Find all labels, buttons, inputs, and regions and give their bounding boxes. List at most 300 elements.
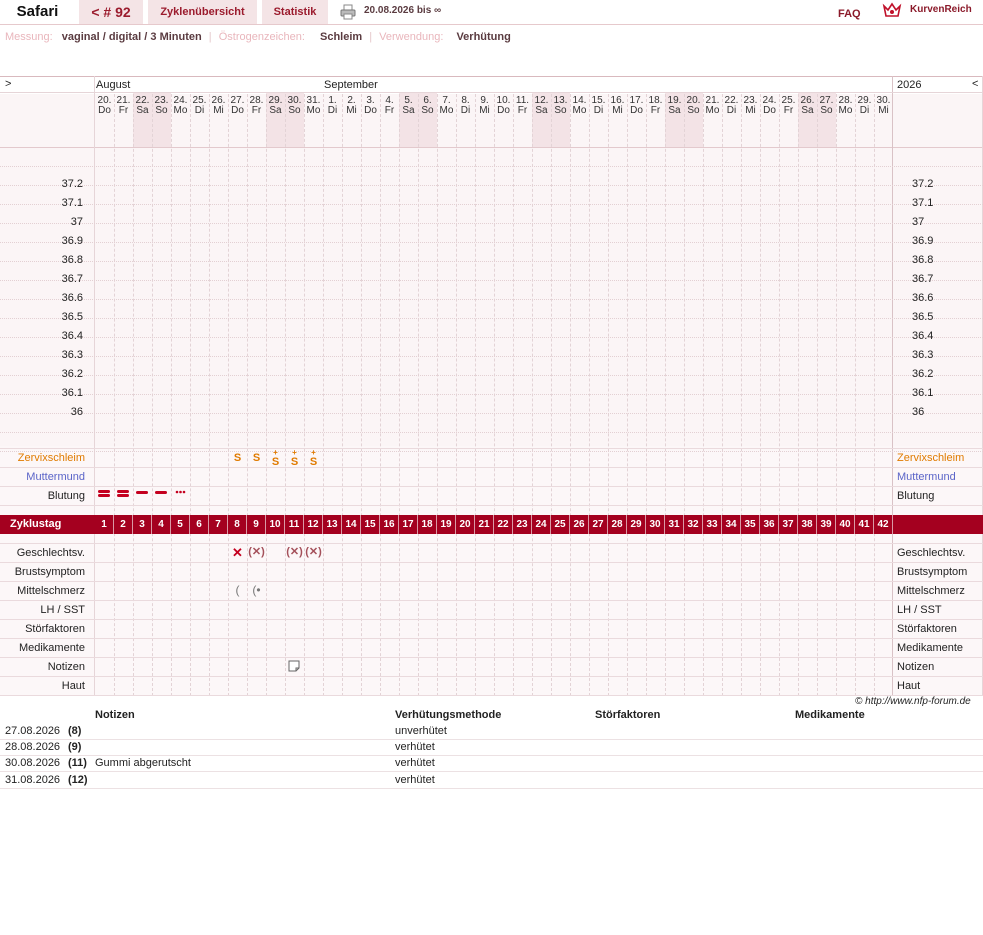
day-weekday: So xyxy=(820,105,833,116)
cycle-day-number[interactable]: 24 xyxy=(535,519,547,530)
tab-cycles-overview[interactable]: Zyklenübersicht xyxy=(148,0,257,24)
col-header-stoerfaktoren: Störfaktoren xyxy=(595,709,661,721)
day-number: 13. xyxy=(553,95,568,106)
faq-link[interactable]: FAQ xyxy=(838,8,861,20)
day-number: 28. xyxy=(249,95,264,106)
day-number: 9. xyxy=(480,95,489,106)
day-number: 23. xyxy=(154,95,169,106)
cycle-day-number[interactable]: 5 xyxy=(177,519,183,530)
row-label-geschlechtsv: Geschlechtsv. xyxy=(16,547,85,559)
day-header xyxy=(399,96,418,116)
row-label-muttermund-right: Muttermund xyxy=(897,471,956,483)
zervix-s-icon: S xyxy=(309,456,318,468)
day-number: 16. xyxy=(610,95,625,106)
cycle-day-number[interactable]: 3 xyxy=(139,519,145,530)
zyklustag-band xyxy=(0,515,983,534)
cycle-day-number[interactable]: 15 xyxy=(364,519,376,530)
cycle-day-number[interactable]: 35 xyxy=(744,519,756,530)
row-label-lh-sst-right: LH / SST xyxy=(897,604,942,616)
row-label-zervixschleim: Zervixschleim xyxy=(17,452,85,464)
day-number: 24. xyxy=(762,95,777,106)
day-number: 4. xyxy=(385,95,394,106)
row-border xyxy=(0,695,983,696)
row-label-haut-right: Haut xyxy=(897,680,921,692)
day-number: 29. xyxy=(857,95,872,106)
day-number: 25. xyxy=(781,95,796,106)
temp-label-left: 36.1 xyxy=(61,387,83,399)
row-border xyxy=(0,543,983,544)
chart-nav-prev[interactable]: > xyxy=(5,78,12,90)
mittelschmerz-mark[interactable]: ( xyxy=(235,583,240,597)
day-number: 22. xyxy=(724,95,739,106)
day-number: 31. xyxy=(306,95,321,106)
day-header xyxy=(475,96,494,116)
day-weekday: Sa xyxy=(136,105,149,116)
day-header xyxy=(494,96,513,116)
temp-label-right: 37.2 xyxy=(912,178,934,190)
cycle-day-number[interactable]: 39 xyxy=(820,519,832,530)
day-header xyxy=(798,96,817,116)
day-weekday: So xyxy=(155,105,168,116)
temp-gridline xyxy=(0,318,983,319)
day-number: 5. xyxy=(404,95,413,106)
cycle-day-number[interactable]: 32 xyxy=(687,519,699,530)
note-method: verhütet xyxy=(395,741,435,753)
day-weekday: Mi xyxy=(479,105,490,116)
cycle-day-number[interactable]: 18 xyxy=(421,519,433,530)
day-header xyxy=(285,96,304,116)
note-method: unverhütet xyxy=(395,725,447,737)
day-weekday: Do xyxy=(364,105,377,116)
day-header xyxy=(266,96,285,116)
cycle-day-number[interactable]: 40 xyxy=(839,519,851,530)
col-header-notizen: Notizen xyxy=(95,709,135,721)
cycle-day-number[interactable]: 12 xyxy=(307,519,319,530)
row-label-medikamente: Medikamente xyxy=(18,642,85,654)
temp-gridline xyxy=(0,204,983,205)
day-number: 14. xyxy=(572,95,587,106)
day-number: 29. xyxy=(268,95,283,106)
day-weekday: So xyxy=(421,105,434,116)
day-header xyxy=(722,96,741,116)
day-number: 20. xyxy=(686,95,701,106)
day-weekday: Do xyxy=(98,105,111,116)
note-method: verhütet xyxy=(395,757,435,769)
cycle-day-divider xyxy=(892,515,893,534)
logo-icon[interactable] xyxy=(882,2,902,20)
day-header xyxy=(779,96,798,116)
temp-label-right: 36.3 xyxy=(912,349,934,361)
day-header xyxy=(209,96,228,116)
cycle-nav-button[interactable]: < # 92 xyxy=(79,0,143,24)
temp-label-right: 36.4 xyxy=(912,330,934,342)
day-weekday: Mi xyxy=(346,105,357,116)
temp-label-right: 36 xyxy=(912,406,925,418)
cycle-day-number[interactable]: 2 xyxy=(120,519,126,530)
notes-table-row xyxy=(0,739,983,756)
temp-gridline xyxy=(0,280,983,281)
note-date: 27.08.2026 xyxy=(5,725,61,737)
temp-gridline xyxy=(0,375,983,376)
cycle-day-number[interactable]: 31 xyxy=(668,519,680,530)
note-icon[interactable] xyxy=(285,660,304,673)
verwendung-value: Verhütung xyxy=(456,31,511,43)
verwendung-label: Verwendung: xyxy=(379,31,444,43)
cycle-day-number[interactable]: 28 xyxy=(611,519,623,530)
row-label-geschlechtsv-right: Geschlechtsv. xyxy=(897,547,966,559)
row-label-störfaktoren: Störfaktoren xyxy=(25,623,85,635)
day-weekday: Mi xyxy=(612,105,623,116)
blutung-mark[interactable] xyxy=(152,488,171,500)
cycle-day-number[interactable]: 20 xyxy=(459,519,471,530)
day-number: 25. xyxy=(192,95,207,106)
day-header xyxy=(171,96,190,116)
day-number: 12. xyxy=(534,95,549,106)
day-header xyxy=(342,96,361,116)
zervix-plus-icon: + xyxy=(273,448,278,457)
temp-gridline xyxy=(0,413,983,414)
note-date: 30.08.2026 xyxy=(5,757,61,769)
day-header xyxy=(741,96,760,116)
temp-label-right: 37 xyxy=(912,216,925,228)
cycle-day-number[interactable]: 16 xyxy=(383,519,395,530)
blutung-mark[interactable] xyxy=(133,488,152,500)
cycle-day-number[interactable]: 4 xyxy=(158,519,164,530)
day-weekday: Fr xyxy=(517,105,528,116)
day-header xyxy=(513,96,532,116)
cycle-day-number[interactable]: 36 xyxy=(763,519,775,530)
cycle-day-number[interactable]: 33 xyxy=(706,519,718,530)
day-header xyxy=(418,96,437,116)
temp-gridline xyxy=(0,223,983,224)
cycle-day-number[interactable]: 8 xyxy=(234,519,240,530)
temp-gridline xyxy=(0,261,983,262)
day-header xyxy=(456,96,475,116)
row-label-blutung-right: Blutung xyxy=(897,490,935,502)
day-weekday: Mo xyxy=(306,105,321,116)
zervix-s-icon: S xyxy=(252,452,261,464)
day-header xyxy=(608,96,627,116)
row-border xyxy=(0,467,983,468)
temp-label-right: 36.1 xyxy=(912,387,934,399)
cycle-day-number[interactable]: 27 xyxy=(592,519,604,530)
temp-label-left: 37 xyxy=(70,216,83,228)
day-number: 10. xyxy=(496,95,511,106)
note-cycle-day: (8) xyxy=(68,725,82,737)
day-weekday: Mi xyxy=(878,105,889,116)
blutung-mark[interactable] xyxy=(95,488,114,500)
temp-label-right: 36.6 xyxy=(912,292,934,304)
day-header xyxy=(817,96,836,116)
note-cycle-day: (9) xyxy=(68,741,82,753)
day-weekday: Do xyxy=(630,105,643,116)
cycle-day-number[interactable]: 19 xyxy=(440,519,452,530)
day-header xyxy=(437,96,456,116)
temp-label-left: 37.2 xyxy=(61,178,83,190)
zervix-mark[interactable] xyxy=(285,449,304,468)
temp-label-right: 36.5 xyxy=(912,311,934,323)
day-header xyxy=(665,96,684,116)
day-number: 30. xyxy=(287,95,302,106)
day-number: 30. xyxy=(876,95,891,106)
day-header xyxy=(323,96,342,116)
day-number: 27. xyxy=(230,95,245,106)
blutung-mark[interactable] xyxy=(114,488,133,500)
row-label-haut: Haut xyxy=(61,680,85,692)
cycle-day-number[interactable]: 13 xyxy=(326,519,338,530)
day-weekday: So xyxy=(554,105,567,116)
separator: | xyxy=(369,31,373,43)
day-weekday: Fr xyxy=(783,105,794,116)
day-weekday: Mo xyxy=(705,105,720,116)
day-weekday: So xyxy=(288,105,301,116)
zervix-plus-icon: + xyxy=(292,448,297,457)
date-range: 20.08.2026 bis ∞ xyxy=(364,5,442,16)
day-number: 17. xyxy=(629,95,644,106)
day-number: 21. xyxy=(705,95,720,106)
intercourse-mark[interactable]: (✕) xyxy=(286,546,303,558)
mittelschmerz-mark[interactable]: (• xyxy=(252,583,261,597)
row-label-lh-sst: LH / SST xyxy=(40,604,85,616)
app-title: Safari xyxy=(0,0,75,24)
day-weekday: Mo xyxy=(838,105,853,116)
chart-top-border xyxy=(0,76,983,77)
printer-icon[interactable] xyxy=(340,4,356,20)
day-weekday: Mo xyxy=(173,105,188,116)
notes-table-row xyxy=(0,772,983,789)
cycle-day-number[interactable]: 30 xyxy=(649,519,661,530)
row-border xyxy=(0,448,983,449)
cycle-day-number[interactable]: 14 xyxy=(345,519,357,530)
intercourse-mark[interactable]: ✕ xyxy=(232,545,243,560)
day-header xyxy=(247,96,266,116)
row-border xyxy=(0,562,983,563)
temp-label-left: 36.6 xyxy=(61,292,83,304)
temp-label-right: 36.9 xyxy=(912,235,934,247)
row-label-brustsymptom-right: Brustsymptom xyxy=(897,566,968,578)
row-border xyxy=(0,486,983,487)
cycle-day-number[interactable]: 25 xyxy=(554,519,566,530)
temp-label-left: 36.3 xyxy=(61,349,83,361)
day-number: 28. xyxy=(838,95,853,106)
temp-gridline xyxy=(0,432,983,433)
day-weekday: Di xyxy=(859,105,870,116)
cycle-day-number[interactable]: 10 xyxy=(269,519,281,530)
temp-label-left: 36.5 xyxy=(61,311,83,323)
row-border xyxy=(0,619,983,620)
temp-gridline xyxy=(0,356,983,357)
temp-gridline xyxy=(0,451,983,452)
tab-statistics[interactable]: Statistik xyxy=(262,0,328,24)
cycle-day-number[interactable]: 11 xyxy=(288,519,300,530)
cycle-day-number[interactable]: 38 xyxy=(801,519,813,530)
day-header xyxy=(703,96,722,116)
day-weekday: Fr xyxy=(384,105,395,116)
row-border xyxy=(0,638,983,639)
messung-label: Messung: xyxy=(5,31,53,43)
cycle-day-number[interactable]: 42 xyxy=(877,519,889,530)
day-header xyxy=(380,96,399,116)
intercourse-mark[interactable]: (✕) xyxy=(305,546,322,558)
row-border xyxy=(0,676,983,677)
row-label-medikamente-right: Medikamente xyxy=(897,642,964,654)
col-header-medikamente: Medikamente xyxy=(795,709,865,721)
note-method: verhütet xyxy=(395,774,435,786)
temp-label-left: 36.4 xyxy=(61,330,83,342)
oestrogen-label: Östrogenzeichen: xyxy=(218,31,305,43)
cycle-day-number[interactable]: 23 xyxy=(516,519,528,530)
note-text: Gummi abgerutscht xyxy=(95,757,191,769)
temp-label-left: 36.2 xyxy=(61,368,83,380)
month-label: August xyxy=(96,79,131,91)
temp-label-left: 36.7 xyxy=(61,273,83,285)
day-number: 2. xyxy=(347,95,356,106)
day-weekday: Do xyxy=(497,105,510,116)
day-header xyxy=(114,96,133,116)
day-weekday: Di xyxy=(726,105,737,116)
day-header xyxy=(646,96,665,116)
day-weekday: Di xyxy=(593,105,604,116)
row-label-blutung: Blutung xyxy=(47,490,85,502)
zervix-mark[interactable] xyxy=(228,452,247,464)
row-border xyxy=(0,581,983,582)
notes-table-row xyxy=(0,755,983,772)
notes-table-row xyxy=(0,723,983,740)
day-header xyxy=(570,96,589,116)
day-number: 24. xyxy=(173,95,188,106)
day-header xyxy=(589,96,608,116)
col-header-methode: Verhütungsmethode xyxy=(395,709,502,721)
day-number: 22. xyxy=(135,95,150,106)
day-header xyxy=(152,96,171,116)
month-label: September xyxy=(324,79,378,91)
zervix-mark[interactable] xyxy=(266,449,285,468)
note-date: 31.08.2026 xyxy=(5,774,61,786)
note-date: 28.08.2026 xyxy=(5,741,61,753)
cycle-day-number[interactable]: 29 xyxy=(630,519,642,530)
measurement-info xyxy=(5,30,511,44)
zervix-s-icon: S xyxy=(290,456,299,468)
temp-label-right: 36.7 xyxy=(912,273,934,285)
temp-gridline xyxy=(0,394,983,395)
day-number: 26. xyxy=(800,95,815,106)
cycle-day-number[interactable]: 17 xyxy=(402,519,414,530)
day-weekday: Mo xyxy=(572,105,587,116)
day-weekday: Do xyxy=(763,105,776,116)
row-label-notizen: Notizen xyxy=(47,661,85,673)
day-header xyxy=(95,96,114,116)
day-number: 3. xyxy=(366,95,375,106)
cycle-day-number[interactable]: 6 xyxy=(196,519,202,530)
zervix-mark[interactable] xyxy=(247,452,266,464)
row-label-muttermund: Muttermund xyxy=(26,471,85,483)
note-cycle-day: (12) xyxy=(68,774,88,786)
copyright: © http://www.nfp-forum.de xyxy=(855,696,971,707)
day-header xyxy=(874,96,893,116)
temp-gridline xyxy=(0,337,983,338)
day-weekday: Sa xyxy=(535,105,548,116)
separator: | xyxy=(208,31,212,43)
cycle-day-number[interactable]: 9 xyxy=(253,519,259,530)
oestrogen-value: Schleim xyxy=(320,31,363,43)
cycle-day-number[interactable]: 22 xyxy=(497,519,509,530)
day-header xyxy=(551,96,570,116)
temp-label-right: 36.8 xyxy=(912,254,934,266)
cycle-day-number[interactable]: 41 xyxy=(858,519,870,530)
cycle-day-number[interactable]: 37 xyxy=(782,519,794,530)
day-number: 11. xyxy=(515,95,530,106)
day-weekday: Di xyxy=(327,105,338,116)
intercourse-mark[interactable]: (✕) xyxy=(248,546,265,558)
day-header xyxy=(760,96,779,116)
day-weekday: Sa xyxy=(668,105,681,116)
logo-text[interactable]: KurvenReich xyxy=(910,4,972,15)
row-border xyxy=(0,505,983,506)
temp-gridline xyxy=(0,185,983,186)
day-number: 7. xyxy=(442,95,451,106)
day-number: 26. xyxy=(211,95,226,106)
day-weekday: Mo xyxy=(439,105,454,116)
day-header xyxy=(304,96,323,116)
day-weekday: Do xyxy=(231,105,244,116)
day-number: 19. xyxy=(667,95,682,106)
day-weekday: Sa xyxy=(269,105,282,116)
day-weekday: Sa xyxy=(801,105,814,116)
chart-nav-next[interactable]: < xyxy=(972,78,979,90)
day-header xyxy=(133,96,152,116)
right-border xyxy=(892,76,893,696)
day-header xyxy=(684,96,703,116)
day-number: 20. xyxy=(97,95,112,106)
day-number: 1. xyxy=(328,95,337,106)
row-label-brustsymptom: Brustsymptom xyxy=(14,566,85,578)
temp-gridline xyxy=(0,166,983,167)
day-weekday: Fr xyxy=(251,105,262,116)
temp-label-left: 36.9 xyxy=(61,235,83,247)
day-weekday: So xyxy=(687,105,700,116)
temp-label-right: 37.1 xyxy=(912,197,934,209)
day-header xyxy=(855,96,874,116)
temp-label-left: 37.1 xyxy=(61,197,83,209)
blutung-mark[interactable] xyxy=(171,488,190,500)
zervix-mark[interactable] xyxy=(304,449,323,468)
row-label-mittelschmerz: Mittelschmerz xyxy=(17,585,85,597)
cycle-day-number[interactable]: 1 xyxy=(101,519,107,530)
day-weekday: Mi xyxy=(213,105,224,116)
row-label-mittelschmerz-right: Mittelschmerz xyxy=(897,585,965,597)
note-cycle-day: (11) xyxy=(68,757,87,769)
cycle-day-number[interactable]: 26 xyxy=(573,519,585,530)
day-number: 23. xyxy=(743,95,758,106)
day-number: 27. xyxy=(819,95,834,106)
zervix-s-icon: S xyxy=(271,456,280,468)
cycle-day-number[interactable]: 21 xyxy=(478,519,490,530)
day-header xyxy=(836,96,855,116)
top-bar xyxy=(0,0,983,25)
messung-value: vaginal / digital / 3 Minuten xyxy=(61,31,202,43)
day-weekday: Sa xyxy=(402,105,415,116)
day-header xyxy=(627,96,646,116)
row-label-zervixschleim-right: Zervixschleim xyxy=(897,452,965,464)
day-weekday: Fr xyxy=(118,105,129,116)
cycle-day-number[interactable]: 7 xyxy=(215,519,221,530)
cycle-day-number[interactable]: 34 xyxy=(725,519,737,530)
row-border xyxy=(0,600,983,601)
temp-label-left: 36 xyxy=(70,406,83,418)
day-number: 15. xyxy=(591,95,606,106)
temp-gridline xyxy=(0,242,983,243)
day-header xyxy=(532,96,551,116)
